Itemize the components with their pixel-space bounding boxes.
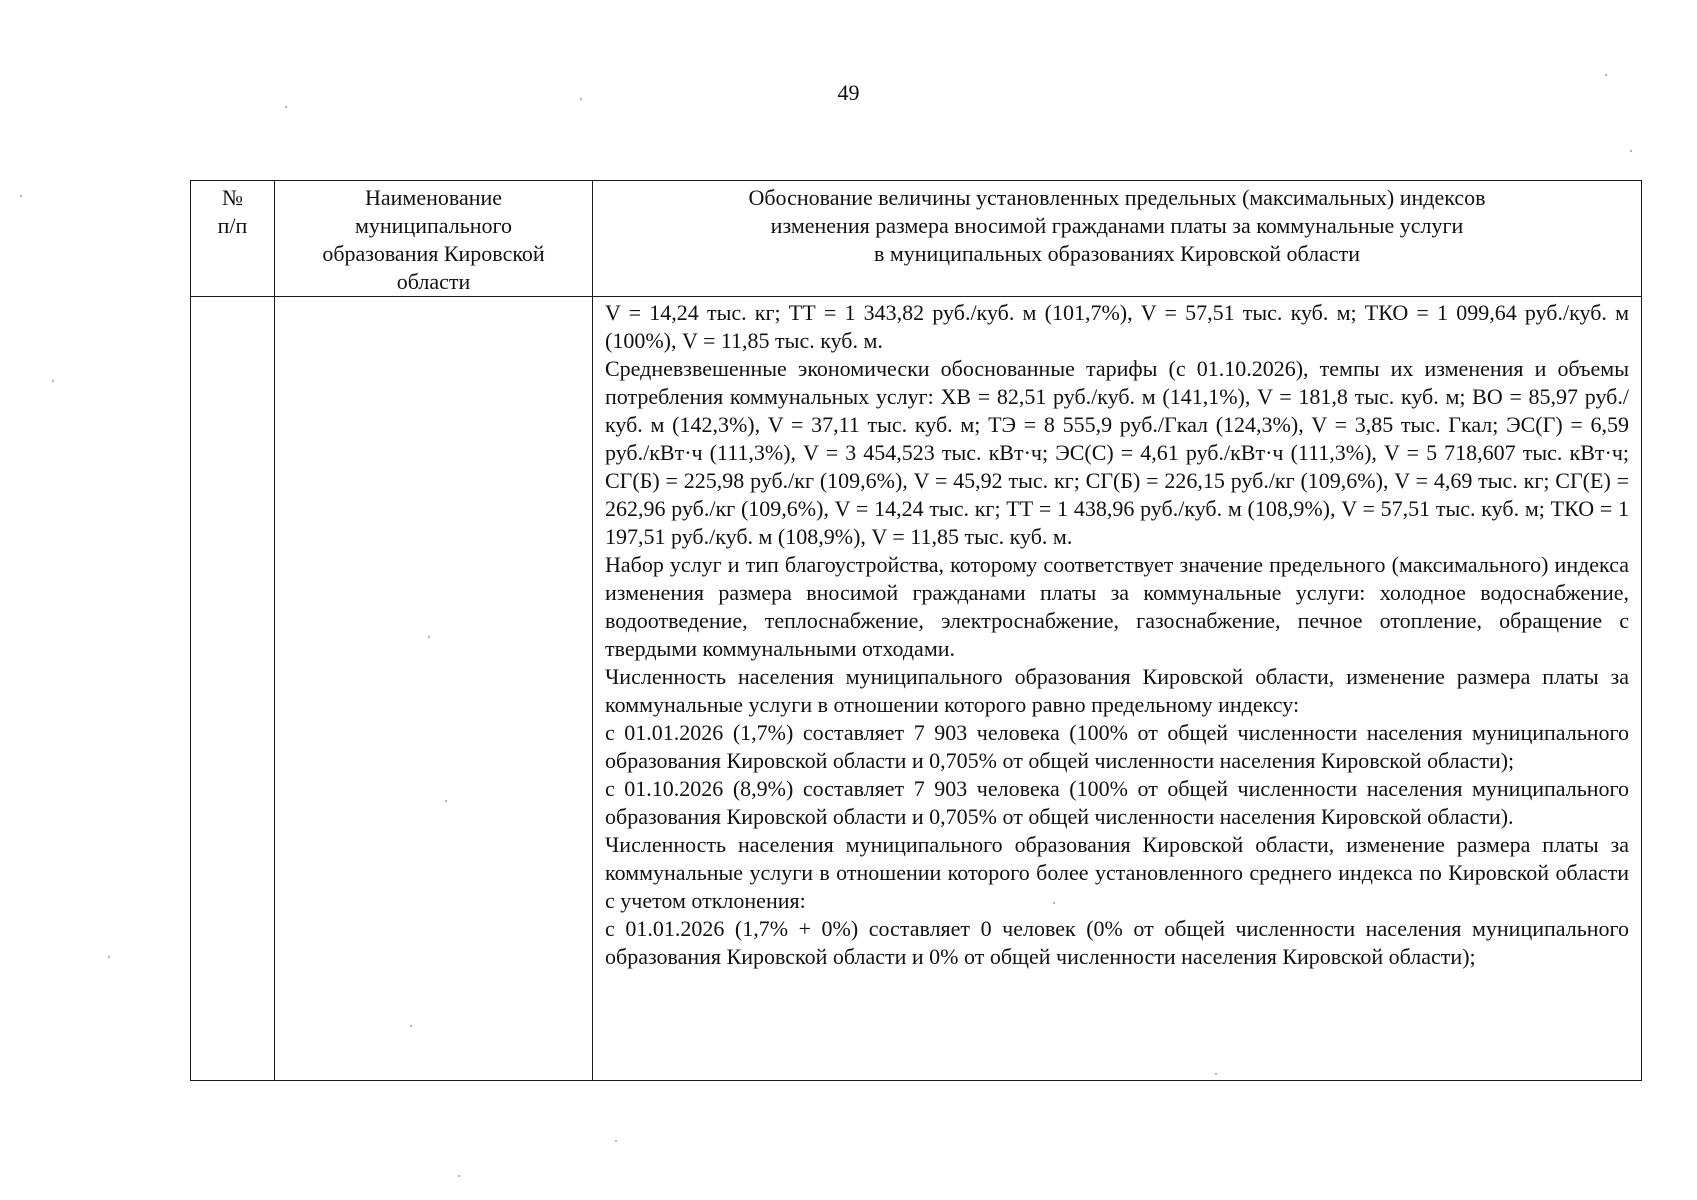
- scan-speck: [458, 1175, 460, 1177]
- scan-speck: [410, 1025, 412, 1027]
- scan-speck: [20, 195, 22, 197]
- header-municipality: [275, 181, 593, 297]
- justification-paragraph: Набор услуг и тип благоустройства, которому соответствует значение предельного (максимального) индекса изменения размера вносимой гражданами платы за коммунальные услуги: холодное водоснабжение, водоотведение, теплоснабжение, электроснабжение, газоснабжение, печное отопление, обращение с твердыми коммунальными отходами.: [605, 552, 1629, 661]
- header-num-line: п/п: [217, 213, 248, 238]
- header-justification-line: Обоснование величины установленных предельных (максимальных) индексов: [748, 185, 1486, 210]
- justification-paragraph: Численность населения муниципального образования Кировской области, изменение размера платы за коммунальные услуги в отношении которого равно предельному индексу:: [605, 664, 1629, 717]
- justification-paragraph: Средневзвешенные экономически обоснованные тарифы (с 01.10.2026), темпы их изменения и объемы потребления коммунальных услуг: ХВ = 82,51 руб./куб. м (141,1%), V = 181,8 тыс. куб. м; ВО = 85,97 руб./куб. м (142,3%), V = 37,11 тыс. куб. м; ТЭ = 8 555,9 руб./Гкал (124,3%), V = 3,85 тыс. Гкал; ЭС(Г) = 6,59 руб./кВт·ч (111,3%), V = 3 454,523 тыс. кВт·ч; ЭС(С) = 4,61 руб./кВт·ч (111,3%), V = 5 718,607 тыс. кВт·ч; СГ(Б) = 225,98 руб./кг (109,6%), V = 45,92 тыс. кг; СГ(Б) = 226,15 руб./кг (109,6%), V = 4,69 тыс. кг; СГ(Е) = 262,96 руб./кг (109,6%), V = 14,24 тыс. кг; ТТ = 1 438,96 руб./куб. м (108,9%), V = 57,51 тыс. куб. м; ТКО = 1 197,51 руб./куб. м (108,9%), V = 11,85 тыс. куб. м.: [605, 356, 1629, 549]
- scan-speck: [1605, 74, 1607, 76]
- justification-paragraph: с 01.01.2026 (1,7% + 0%) составляет 0 человек (0% от общей численности населения муниципального образования Кировской области и 0% от общей численности населения Кировской области);: [605, 916, 1629, 969]
- header-municipality-line: образования Кировской: [322, 241, 545, 266]
- row-num-cell: [191, 297, 275, 1081]
- justification-paragraph: с 01.01.2026 (1,7%) составляет 7 903 человека (100% от общей численности населения муниципального образования Кировской области и 0,705% от общей численности населения Кировской области);: [605, 720, 1629, 773]
- header-municipality-line: муниципального: [354, 213, 512, 238]
- row-municipality-cell: [275, 297, 593, 1081]
- scan-speck: [52, 380, 54, 382]
- scan-speck: [285, 106, 287, 108]
- justification-paragraph: Численность населения муниципального образования Кировской области, изменение размера платы за коммунальные услуги в отношении которого более установленного среднего индекса по Кировской области с учетом отклонения:: [605, 832, 1629, 913]
- scan-speck: [615, 1140, 617, 1142]
- scan-speck: [1630, 150, 1632, 152]
- scan-speck: [108, 956, 110, 958]
- scan-speck: [1215, 1073, 1217, 1075]
- scan-speck: [1053, 902, 1055, 904]
- justification-table: [190, 180, 1642, 1081]
- scan-speck: [580, 98, 582, 100]
- table-header-row: [191, 181, 1642, 297]
- row-justification-cell: [593, 297, 1642, 1081]
- scan-speck: [445, 800, 447, 802]
- header-municipality-line: Наименование: [364, 185, 503, 210]
- header-justification: [593, 181, 1642, 297]
- header-num-line: №: [222, 185, 243, 210]
- header-justification-line: в муниципальных образованиях Кировской области: [873, 241, 1361, 266]
- justification-paragraph: с 01.10.2026 (8,9%) составляет 7 903 человека (100% от общей численности населения муниципального образования Кировской области и 0,705% от общей численности населения Кировской области).: [605, 776, 1629, 829]
- header-municipality-line: области: [396, 269, 471, 294]
- page-number: 49: [837, 80, 860, 105]
- scan-speck: [428, 636, 430, 638]
- header-num: [191, 181, 275, 297]
- justification-paragraph: V = 14,24 тыс. кг; ТТ = 1 343,82 руб./куб. м (101,7%), V = 57,51 тыс. куб. м; ТКО = 1 099,64 руб./куб. м (100%), V = 11,85 тыс. куб. м.: [605, 300, 1629, 353]
- table-row: [191, 297, 1642, 1081]
- header-justification-line: изменения размера вносимой гражданами платы за коммунальные услуги: [770, 213, 1464, 238]
